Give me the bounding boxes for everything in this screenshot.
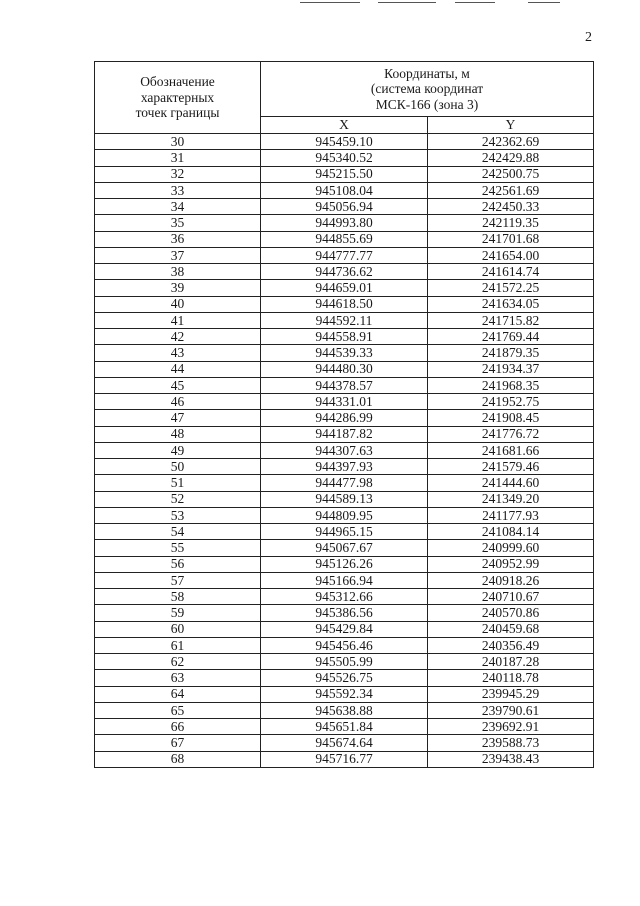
point-id-cell: 34: [95, 199, 261, 215]
x-coord-cell: 944539.33: [261, 345, 428, 361]
y-coord-cell: 240570.86: [428, 605, 594, 621]
table-row: [95, 296, 594, 312]
point-id-cell: 37: [95, 247, 261, 263]
y-coord-cell: 241579.46: [428, 459, 594, 475]
y-coord-cell: 241572.25: [428, 280, 594, 296]
point-id-cell: 62: [95, 654, 261, 670]
y-coord-cell: 240356.49: [428, 637, 594, 653]
y-coord-cell: 242561.69: [428, 182, 594, 198]
table-row: [95, 605, 594, 621]
x-coord-cell: 945429.84: [261, 621, 428, 637]
header-label-line: Обозначение: [140, 74, 215, 90]
x-coord-cell: 945456.46: [261, 637, 428, 653]
x-coord-cell: 944809.95: [261, 507, 428, 523]
x-coord-cell: 945716.77: [261, 751, 428, 767]
x-coord-cell: 945340.52: [261, 150, 428, 166]
point-id-cell: 30: [95, 134, 261, 150]
y-coord-cell: 241968.35: [428, 377, 594, 393]
point-id-cell: 63: [95, 670, 261, 686]
y-coord-cell: 241952.75: [428, 394, 594, 410]
y-coord-cell: 240118.78: [428, 670, 594, 686]
y-coord-cell: 241879.35: [428, 345, 594, 361]
point-id-cell: 31: [95, 150, 261, 166]
table-row: [95, 410, 594, 426]
y-coord-cell: 240918.26: [428, 572, 594, 588]
table-row: [95, 182, 594, 198]
table-row: [95, 215, 594, 231]
point-id-cell: 41: [95, 312, 261, 328]
y-coord-cell: 239692.91: [428, 719, 594, 735]
x-coord-cell: 944307.63: [261, 442, 428, 458]
point-id-cell: 42: [95, 329, 261, 345]
x-coord-cell: 945126.26: [261, 556, 428, 572]
table-row: [95, 361, 594, 377]
point-id-cell: 55: [95, 540, 261, 556]
x-coord-cell: 944378.57: [261, 377, 428, 393]
table-row: [95, 280, 594, 296]
y-coord-cell: 241776.72: [428, 426, 594, 442]
y-coord-cell: 240187.28: [428, 654, 594, 670]
table-row: [95, 686, 594, 702]
table-row: [95, 442, 594, 458]
y-coord-cell: 242500.75: [428, 166, 594, 182]
point-id-cell: 44: [95, 361, 261, 377]
point-id-cell: 52: [95, 491, 261, 507]
point-id-cell: 56: [95, 556, 261, 572]
y-coord-cell: 240952.99: [428, 556, 594, 572]
header-coords-line: Координаты, м: [384, 65, 470, 81]
header-col-x: X: [261, 117, 428, 134]
table-row: [95, 166, 594, 182]
x-coord-cell: 944736.62: [261, 264, 428, 280]
point-id-cell: 39: [95, 280, 261, 296]
x-coord-cell: 944589.13: [261, 491, 428, 507]
x-coord-cell: 945526.75: [261, 670, 428, 686]
y-coord-cell: 239588.73: [428, 735, 594, 751]
point-id-cell: 65: [95, 702, 261, 718]
table-row: [95, 377, 594, 393]
table-row: [95, 475, 594, 491]
table-row: [95, 556, 594, 572]
x-coord-cell: 944777.77: [261, 247, 428, 263]
point-id-cell: 68: [95, 751, 261, 767]
table-row: [95, 751, 594, 767]
point-id-cell: 40: [95, 296, 261, 312]
header-coords-line: МСК-166 (зона 3): [375, 96, 479, 112]
scan-artifact-line: [378, 2, 436, 3]
y-coord-cell: 241614.74: [428, 264, 594, 280]
x-coord-cell: 945067.67: [261, 540, 428, 556]
table-row: [95, 345, 594, 361]
point-id-cell: 67: [95, 735, 261, 751]
point-id-cell: 35: [95, 215, 261, 231]
table-row: [95, 150, 594, 166]
x-coord-cell: 945108.04: [261, 182, 428, 198]
table-row: [95, 507, 594, 523]
point-id-cell: 38: [95, 264, 261, 280]
table-row: [95, 199, 594, 215]
point-id-cell: 50: [95, 459, 261, 475]
point-id-cell: 53: [95, 507, 261, 523]
x-coord-cell: 944558.91: [261, 329, 428, 345]
x-coord-cell: 944477.98: [261, 475, 428, 491]
point-id-cell: 57: [95, 572, 261, 588]
point-id-cell: 60: [95, 621, 261, 637]
table-row: [95, 670, 594, 686]
x-coord-cell: 944187.82: [261, 426, 428, 442]
table-row: [95, 247, 594, 263]
table-row: [95, 572, 594, 588]
point-id-cell: 36: [95, 231, 261, 247]
point-id-cell: 43: [95, 345, 261, 361]
header-col-y: Y: [428, 117, 594, 134]
y-coord-cell: 241084.14: [428, 524, 594, 540]
scan-artifact-line: [528, 2, 560, 3]
coordinates-table: [94, 61, 594, 768]
table-row: [95, 540, 594, 556]
y-coord-cell: 242450.33: [428, 199, 594, 215]
header-label-line: характерных: [140, 89, 215, 105]
x-coord-cell: 945215.50: [261, 166, 428, 182]
header-coordinates: [261, 62, 594, 117]
table-row: [95, 312, 594, 328]
x-coord-cell: 944659.01: [261, 280, 428, 296]
point-id-cell: 49: [95, 442, 261, 458]
y-coord-cell: 241349.20: [428, 491, 594, 507]
point-id-cell: 32: [95, 166, 261, 182]
x-coord-cell: 944855.69: [261, 231, 428, 247]
x-coord-cell: 945674.64: [261, 735, 428, 751]
x-coord-cell: 945312.66: [261, 589, 428, 605]
table-body: [95, 134, 594, 768]
y-coord-cell: 242429.88: [428, 150, 594, 166]
point-id-cell: 54: [95, 524, 261, 540]
y-coord-cell: 241908.45: [428, 410, 594, 426]
x-coord-cell: 945592.34: [261, 686, 428, 702]
scan-artifact-line: [455, 2, 495, 3]
y-coord-cell: 241769.44: [428, 329, 594, 345]
x-coord-cell: 944480.30: [261, 361, 428, 377]
y-coord-cell: 240710.67: [428, 589, 594, 605]
point-id-cell: 64: [95, 686, 261, 702]
y-coord-cell: 241444.60: [428, 475, 594, 491]
y-coord-cell: 241634.05: [428, 296, 594, 312]
point-id-cell: 51: [95, 475, 261, 491]
x-coord-cell: 945651.84: [261, 719, 428, 735]
y-coord-cell: 242119.35: [428, 215, 594, 231]
point-id-cell: 47: [95, 410, 261, 426]
x-coord-cell: 944592.11: [261, 312, 428, 328]
x-coord-cell: 945386.56: [261, 605, 428, 621]
point-id-cell: 33: [95, 182, 261, 198]
y-coord-cell: 239790.61: [428, 702, 594, 718]
y-coord-cell: 241177.93: [428, 507, 594, 523]
x-coord-cell: 945459.10: [261, 134, 428, 150]
point-id-cell: 58: [95, 589, 261, 605]
y-coord-cell: 239945.29: [428, 686, 594, 702]
header-coords-line: (система координат: [370, 81, 484, 97]
table-row: [95, 394, 594, 410]
x-coord-cell: 945166.94: [261, 572, 428, 588]
table-row: [95, 459, 594, 475]
table-row: [95, 637, 594, 653]
point-id-cell: 46: [95, 394, 261, 410]
table-row: [95, 719, 594, 735]
x-coord-cell: 944965.15: [261, 524, 428, 540]
point-id-cell: 45: [95, 377, 261, 393]
table-row: [95, 134, 594, 150]
table-row: [95, 329, 594, 345]
y-coord-cell: 241681.66: [428, 442, 594, 458]
x-coord-cell: 944331.01: [261, 394, 428, 410]
table-row: [95, 426, 594, 442]
table-row: [95, 231, 594, 247]
header-point-label: [95, 62, 261, 134]
y-coord-cell: 240999.60: [428, 540, 594, 556]
y-coord-cell: 240459.68: [428, 621, 594, 637]
table-row: [95, 524, 594, 540]
x-coord-cell: 944286.99: [261, 410, 428, 426]
table-row: [95, 702, 594, 718]
point-id-cell: 61: [95, 637, 261, 653]
y-coord-cell: 242362.69: [428, 134, 594, 150]
x-coord-cell: 945505.99: [261, 654, 428, 670]
point-id-cell: 48: [95, 426, 261, 442]
table-row: [95, 621, 594, 637]
y-coord-cell: 241934.37: [428, 361, 594, 377]
page-number: 2: [585, 30, 592, 45]
y-coord-cell: 241701.68: [428, 231, 594, 247]
table-row: [95, 589, 594, 605]
x-coord-cell: 945056.94: [261, 199, 428, 215]
x-coord-cell: 945638.88: [261, 702, 428, 718]
point-id-cell: 66: [95, 719, 261, 735]
table-row: [95, 735, 594, 751]
table-row: [95, 654, 594, 670]
header-label-line: точек границы: [135, 105, 220, 121]
x-coord-cell: 944993.80: [261, 215, 428, 231]
point-id-cell: 59: [95, 605, 261, 621]
x-coord-cell: 944618.50: [261, 296, 428, 312]
table-row: [95, 491, 594, 507]
x-coord-cell: 944397.93: [261, 459, 428, 475]
y-coord-cell: 239438.43: [428, 751, 594, 767]
scan-artifact-line: [300, 2, 360, 3]
table-row: [95, 264, 594, 280]
y-coord-cell: 241715.82: [428, 312, 594, 328]
y-coord-cell: 241654.00: [428, 247, 594, 263]
